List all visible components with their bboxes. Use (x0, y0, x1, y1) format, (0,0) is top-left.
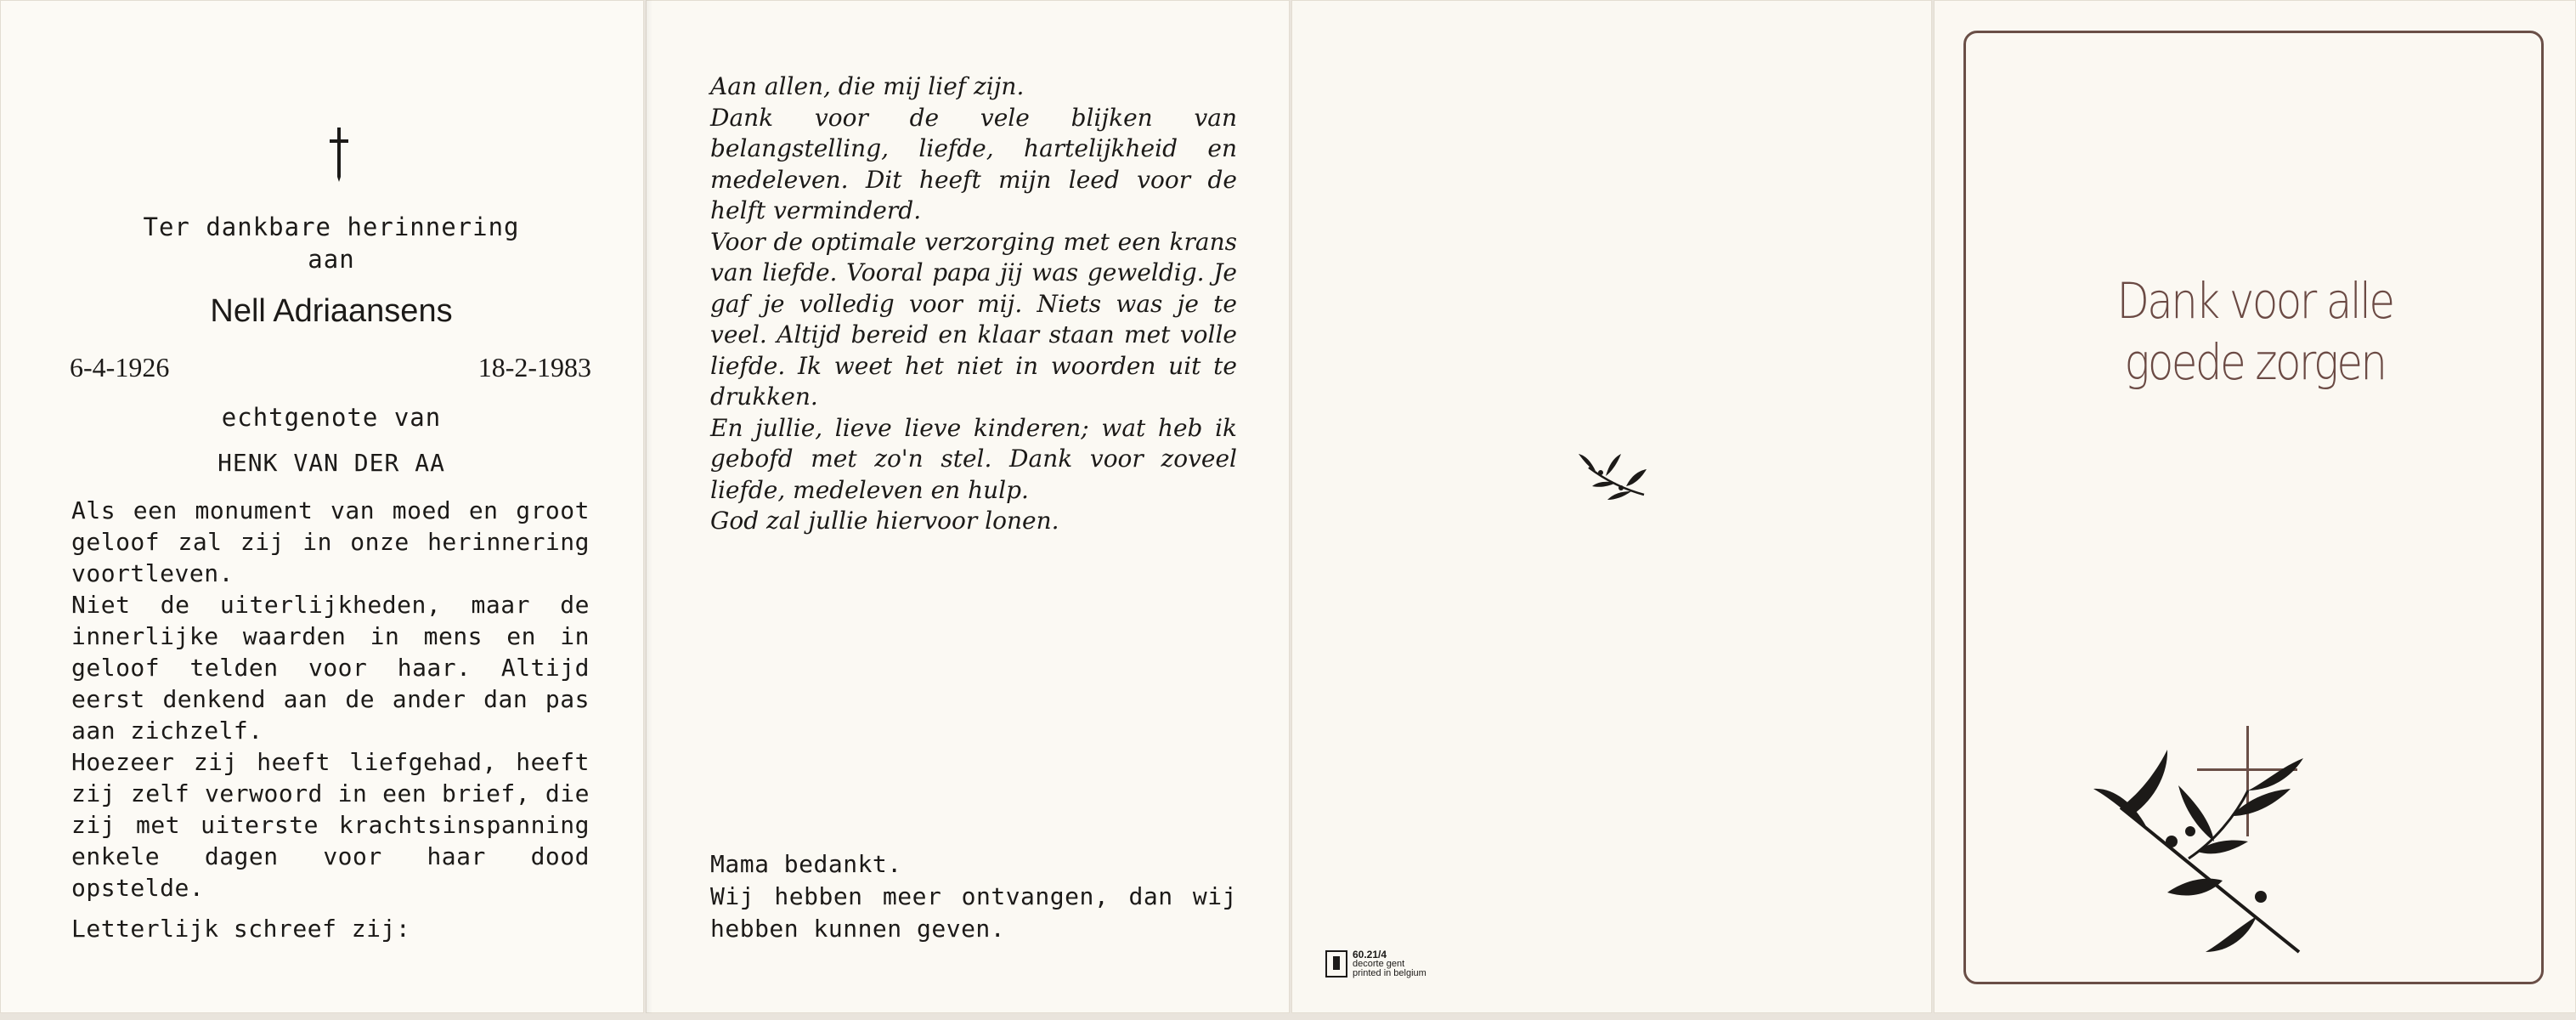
tribute-paragraph: Als een monument van moed en groot geloof zal zij in onze herinnering voortleven. (71, 496, 590, 587)
cover-panel (1934, 0, 2576, 1013)
print-code: 60.21/4 (1353, 949, 1387, 960)
fold-shadow (646, 0, 652, 1013)
letter-paragraph: God zal jullie hiervoor lonen. (710, 507, 1059, 535)
letter-paragraph: Aan allen, die mij lief zijn. (710, 72, 1025, 100)
closing-line: Mama bedankt. (710, 850, 902, 878)
memorial-panel-front (0, 0, 644, 1013)
spouse-label: echtgenote van (221, 403, 442, 432)
letter-paragraph: Dank voor de vele blijken van belangstelling, liefde, hartelijkheid en medeleven. Dit heeft mijn leed voor de helft verminderd. (710, 103, 1237, 224)
olive-sprig-icon (1572, 442, 1657, 510)
tribute-paragraph: Niet de uiterlijkheden, maar de innerlijke waarden in mens en in geloof telden voor haar. Altijd eerst denkend aan de ander dan pas aan zichzelf. (71, 591, 590, 745)
printer-logo-icon (1325, 950, 1347, 978)
closing-text (710, 848, 1237, 945)
back-panel (1291, 0, 1932, 1013)
death-date: 18-2-1983 (477, 352, 591, 382)
dedication-heading-aan: aan (308, 245, 355, 274)
letter-panel (646, 0, 1290, 1013)
latin-cross-icon (327, 128, 351, 182)
quote-intro: Letterlijk schreef zij: (71, 915, 411, 943)
birth-date: 6-4-1926 (70, 352, 170, 382)
cover-title-line: goede zorgen (2124, 333, 2386, 391)
printer-info (1353, 950, 1426, 978)
deceased-name: Nell Adriaansens (210, 293, 453, 329)
letter-paragraph: En jullie, lieve lieve kinderen; wat heb ik gebofd met zo'n stel. Dank voor zoveel liefde, medeleven en hulp. (710, 413, 1237, 504)
dedication-heading: Ter dankbare herinnering (143, 212, 520, 241)
printed-in: printed in belgium (1353, 968, 1426, 978)
handwritten-letter (710, 71, 1237, 537)
printer-name: decorte gent (1353, 959, 1405, 969)
cover-title-line: Dank voor alle (2116, 272, 2393, 330)
closing-line: Wij hebben meer ontvangen, dan wij hebben kunnen geven. (710, 882, 1237, 943)
letter-paragraph: Voor de optimale verzorging met een krans van liefde. Vooral papa jij was geweldig. Je gaf je volledig voor mij. Niets was je te veel. Altijd bereid en klaar staan met volle liefde. Ik weet het niet in woorden uit te drukken. (710, 227, 1237, 411)
cross-with-branch-icon (2087, 714, 2359, 969)
spouse-name: HENK VAN DER AA (217, 449, 445, 477)
tribute-text (71, 495, 590, 904)
printer-mark (1325, 950, 1426, 978)
cover-title (1934, 270, 2576, 393)
tribute-paragraph: Hoezeer zij heeft liefgehad, heeft zij zelf verwoord in een brief, die zij met uiterste krachtsinspanning enkele dagen voor haar dood opstelde. (71, 748, 590, 902)
